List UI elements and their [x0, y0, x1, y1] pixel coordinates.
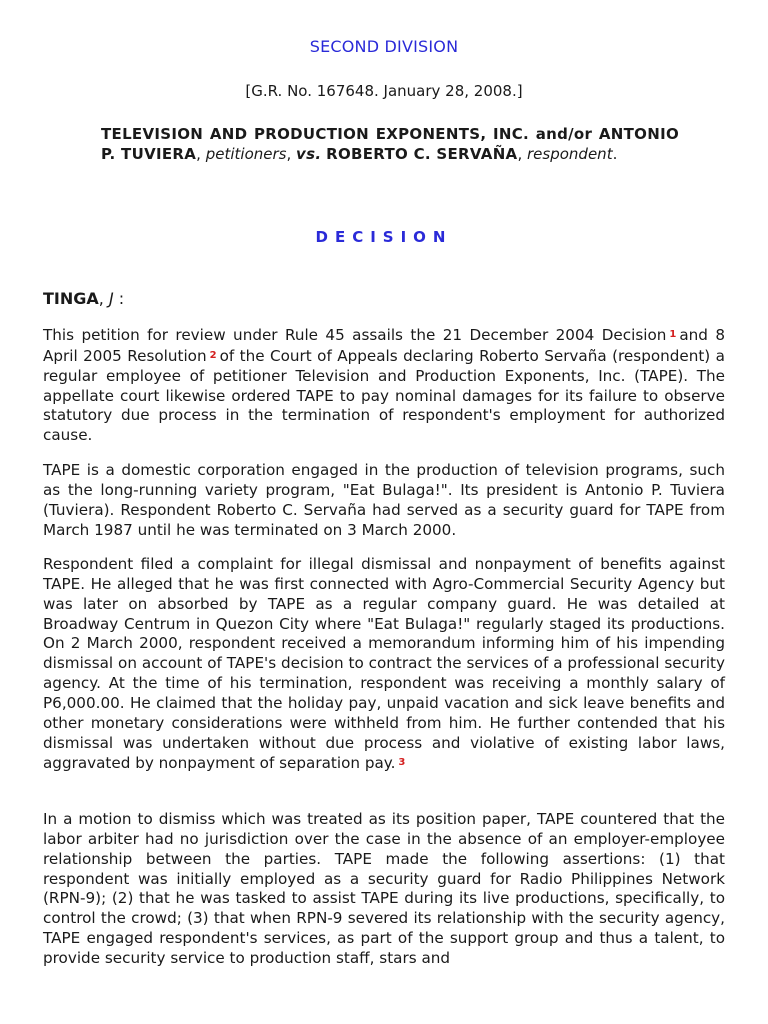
petitioners-label: petitioners — [205, 144, 287, 163]
petitioners-names: TELEVISION AND PRODUCTION EXPONENTS, INC. and/or ANTONIO P. TUVIERA — [101, 125, 679, 163]
vs-label: vs. — [296, 144, 322, 163]
ponente-suffix: J — [108, 289, 114, 308]
paragraph-1-text-a: This petition for review under Rule 45 assails the 21 December 2004 Decision — [43, 326, 667, 344]
respondent-name: ROBERTO C. SERVAÑA — [326, 144, 518, 163]
paragraph-3 — [43, 555, 725, 774]
footnote-1-link[interactable]: 1 — [669, 329, 677, 340]
ponente-name: TINGA — [43, 289, 99, 308]
paragraph-3-text: Respondent filed a complaint for illegal dismissal and nonpayment of benefits against TAPE. He alleged that he was first connected with Agro-Commercial Security Agency but was later on absorbed by TAPE as a regular company guard. He was detailed at Broadway Centrum in Quezon City where "Eat Bulaga!" regularly staged its productions. On 2 March 2000, respondent received a memorandum informing him of his impending dismissal on account of TAPE's decision to contract the services of a professional security agency. At the time of his termination, respondent was receiving a monthly salary of P6,000.00. He claimed that the holiday pay, unpaid vacation and sick leave benefits and other monetary considerations were withheld from him. He further contended that his dismissal was undertaken without due process and violative of existing labor laws, aggravated by nonpayment of separation pay. — [43, 555, 725, 773]
paragraph-1 — [43, 325, 725, 446]
case-parties: TELEVISION AND PRODUCTION EXPONENTS, INC. and/or ANTONIO P. TUVIERA, petitioners, vs. ROBERTO C. SERVAÑA, respondent. — [101, 125, 679, 163]
paragraph-1-text-c: of the Court of Appeals declaring Roberto Servaña (respondent) a regular employee of petitioner Television and Production Exponents, Inc. (TAPE). The appellate court likewise ordered TAPE to pay nominal damages for its failure to observe statutory due process in the termination of respondent's employment for authorized cause. — [43, 346, 725, 445]
respondent-label: respondent — [527, 144, 613, 163]
decision-title: DECISION — [315, 228, 453, 246]
footnote-2-link[interactable]: 2 — [209, 349, 217, 361]
paragraph-2: TAPE is a domestic corporation engaged in the production of television programs, such as the long-running variety program, "Eat Bulaga!". Its president is Antonio P. Tuviera (Tuviera). Respondent Roberto C. Servaña had served as a security guard for TAPE from March 1987 until he was terminated on 3 March 2000. — [43, 461, 725, 539]
footnote-3-link[interactable]: 3 — [398, 757, 406, 769]
paragraph-1-text-b: and 8 April 2005 Resolution — [43, 326, 725, 365]
division-heading: SECOND DIVISION — [309, 37, 459, 56]
ponente: TINGA, J : — [43, 289, 125, 308]
paragraph-4: In a motion to dismiss which was treated as its position paper, TAPE countered that the labor arbiter had no jurisdiction over the case in the absence of an employer-employee relationship between the parties. TAPE made the following assertions: (1) that respondent was initially employed as a security guard for Radio Philippines Network (RPN-9); (2) that he was tasked to assist TAPE during its live productions, specifically, to control the crowd; (3) that when RPN-9 severed its relationship with the security agency, TAPE engaged respondent's services, as part of the support group and thus a talent, to provide security service to production staff, stars and — [43, 810, 725, 967]
gr-number: [G.R. No. 167648. January 28, 2008.] — [245, 82, 523, 100]
